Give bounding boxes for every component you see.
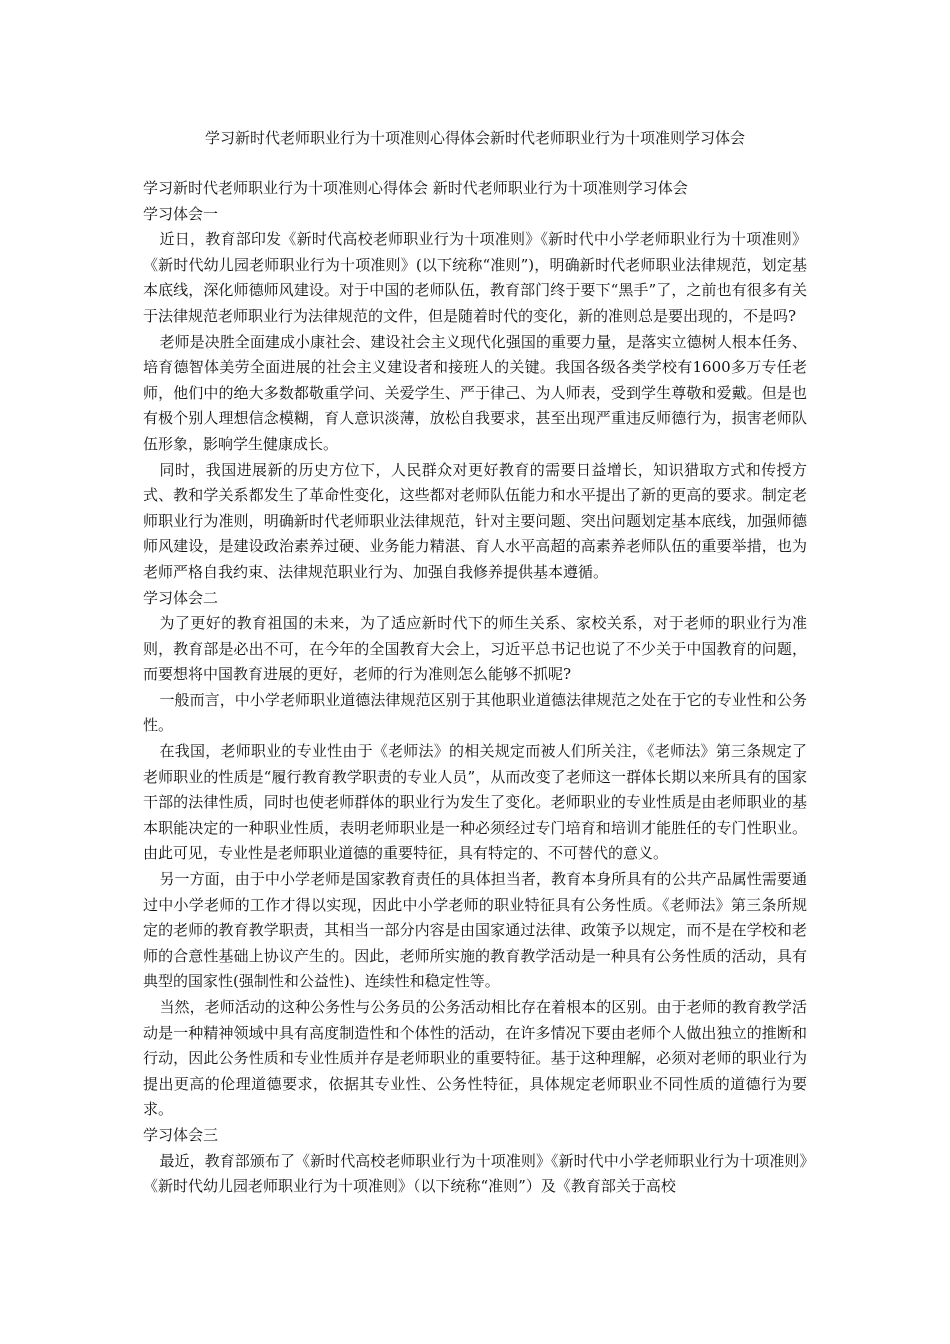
paragraph: 一般而言，中小学老师职业道德法律规范区别于其他职业道德法律规范之处在于它的专业性和公务性。 (143, 690, 807, 735)
document-title: 学习新时代老师职业行为十项准则心得体会新时代老师职业行为十项准则学习体会 (204, 129, 745, 147)
paragraph: 为了更好的教育祖国的未来，为了适应新时代下的师生关系、家校关系，对于老师的职业行为准则，教育部是必出不可，在今年的全国教育大会上，习近平总书记也说了不少关于中国教育的问题，而要想将中国教育进展的更好，老师的行为准则怎么能够不抓呢? (143, 614, 807, 684)
paragraph: 另一方面，由于中小学老师是国家教育责任的具体担当者，教育本身所具有的公共产品属性需要通过中小学老师的工作才得以实现，因此中小学老师的职业特征具有公务性质。《老师法》第三条所规定的老师的教育教学职责，其相当一部分内容是由国家通过法律、政策予以规定，而不是在学校和老师的合意性基础上协议产生的。因此，老师所实施的教育教学活动是一种具有公务性质的活动，具有典型的国家性(强制性和公益性)、连续性和稳定性等。 (143, 870, 807, 991)
document-body (143, 176, 807, 1200)
paragraph: 近日，教育部印发《新时代高校老师职业行为十项准则》《新时代中小学老师职业行为十项准则》《新时代幼儿园老师职业行为十项准则》(以下统称“准则”)，明确新时代老师职业法律规范，划定基本底线，深化师德师风建设。对于中国的老师队伍，教育部门终于要下“黑手”了，之前也有很多有关于法律规范老师职业行为法律规范的文件，但是随着时代的变化，新的准则总是要出现的，不是吗? (143, 230, 807, 325)
section-heading-1: 学习体会一 (143, 204, 219, 223)
paragraph: 当然，老师活动的这种公务性与公务员的公务活动相比存在着根本的区别。由于老师的教育教学活动是一种精神领域中具有高度制造性和个体性的活动，在许多情况下要由老师个人做出独立的推断和行动，因此公务性质和专业性质并存是老师职业的重要特征。基于这种理解，必须对老师的职业行为提出更高的伦理道德要求，依据其专业性、公务性特征，具体规定老师职业不同性质的道德行为要求。 (143, 998, 807, 1119)
paragraph: 老师是决胜全面建成小康社会、建设社会主义现代化强国的重要力量，是落实立德树人根本任务、培育德智体美劳全面进展的社会主义建设者和接班人的关键。我国各级各类学校有1600多万专任老师，他们中的绝大多数都敬重学问、关爱学生、严于律己、为人师表，受到学生尊敬和爱戴。但是也有极个别人理想信念模糊，育人意识淡薄，放松自我要求，甚至出现严重违反师德行为，损害老师队伍形象，影响学生健康成长。 (143, 332, 807, 453)
section-heading-2: 学习体会二 (143, 588, 219, 607)
section-heading-3: 学习体会三 (143, 1125, 219, 1144)
paragraph: 最近，教育部颁布了《新时代高校老师职业行为十项准则》《新时代中小学老师职业行为十项准则》《新时代幼儿园老师职业行为十项准则》（以下统称“准则”）及《教育部关于高校 (143, 1151, 807, 1196)
paragraph: 同时，我国进展新的历史方位下，人民群众对更好教育的需要日益增长，知识猎取方式和传授方式、教和学关系都发生了革命性变化，这些都对老师队伍能力和水平提出了新的更高的要求。制定老师职业行为准则，明确新时代老师职业法律规范，针对主要问题、突出问题划定基本底线，加强师德师风建设，是建设政治素养过硬、业务能力精湛、育人水平高超的高素养老师队伍的重要举措，也为老师严格自我约束、法律规范职业行为、加强自我修养提供基本遵循。 (143, 460, 807, 581)
paragraph: 在我国，老师职业的专业性由于《老师法》的相关规定而被人们所关注，《老师法》第三条规定了老师职业的性质是“履行教育教学职责的专业人员”，从而改变了老师这一群体长期以来所具有的国家干部的法律性质，同时也使老师群体的职业行为发生了变化。老师职业的专业性质是由老师职业的基本职能决定的一种职业性质，表明老师职业是一种必须经过专门培育和培训才能胜任的专门性职业。由此可见，专业性是老师职业道德的重要特征，具有特定的、不可替代的意义。 (143, 742, 807, 863)
document-subtitle: 学习新时代老师职业行为十项准则心得体会 新时代老师职业行为十项准则学习体会 (143, 179, 688, 197)
